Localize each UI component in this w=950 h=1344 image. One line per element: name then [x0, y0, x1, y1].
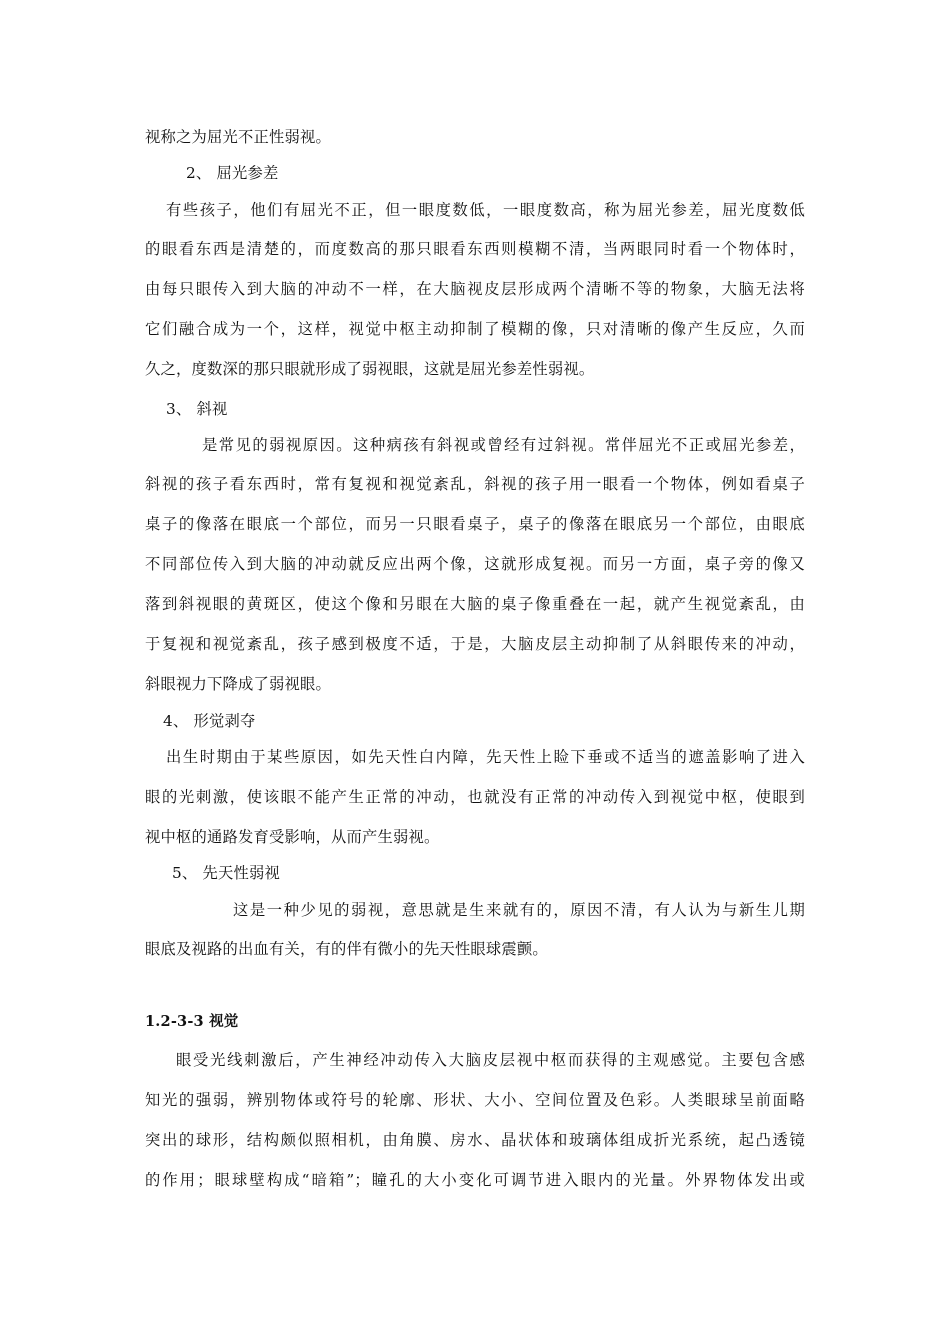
text-line: 这是一种少见的弱视，意思就是生来就有的，原因不清，有人认为与新生儿期 — [233, 901, 805, 919]
text-line: 是常见的弱视原因。这种病孩有斜视或曾经有过斜视。常伴屈光不正或屈光参差， — [202, 436, 805, 454]
section-heading: 3、 斜视 — [166, 400, 228, 418]
text-line: 突出的球形，结构颇似照相机，由角膜、房水、晶状体和玻璃体组成折光系统，起凸透镜 — [145, 1131, 805, 1149]
text-line: 斜眼视力下降成了弱视眼。 — [145, 675, 331, 693]
text-line: 出生时期由于某些原因，如先天性白内障，先天性上睑下垂或不适当的遮盖影响了进入 — [166, 748, 805, 766]
section-heading: 2、 屈光参差 — [186, 164, 279, 182]
section-heading: 5、 先天性弱视 — [172, 864, 280, 882]
text-line: 于复视和视觉紊乱，孩子感到极度不适，于是，大脑皮层主动抑制了从斜眼传来的冲动， — [145, 635, 805, 653]
text-line: 视中枢的通路发育受影响，从而产生弱视。 — [145, 828, 440, 846]
text-line: 视称之为屈光不正性弱视。 — [145, 128, 331, 146]
text-line: 斜视的孩子看东西时，常有复视和视觉紊乱，斜视的孩子用一眼看一个物体，例如看桌子 — [145, 475, 805, 493]
text-line: 由每只眼传入到大脑的冲动不一样，在大脑视皮层形成两个清晰不等的物象，大脑无法将 — [145, 280, 805, 298]
text-line: 桌子的像落在眼底一个部位，而另一只眼看桌子，桌子的像落在眼底另一个部位，由眼底 — [145, 515, 805, 533]
text-line: 的作用；眼球壁构成“暗箱”；瞳孔的大小变化可调节进入眼内的光量。外界物体发出或 — [145, 1171, 805, 1189]
section-heading: 4、 形觉剥夺 — [163, 712, 256, 730]
text-line: 久之，度数深的那只眼就形成了弱视眼，这就是屈光参差性弱视。 — [145, 360, 595, 378]
subsection-title: 1.2-3-3 视觉 — [145, 1013, 239, 1030]
text-line: 眼受光线刺激后，产生神经冲动传入大脑皮层视中枢而获得的主观感觉。主要包含感 — [176, 1051, 805, 1069]
text-line: 它们融合成为一个，这样，视觉中枢主动抑制了模糊的像，只对清晰的像产生反应，久而 — [145, 320, 805, 338]
text-line: 眼底及视路的出血有关，有的伴有微小的先天性眼球震颤。 — [145, 940, 548, 958]
text-line: 落到斜视眼的黄斑区，使这个像和另眼在大脑的桌子像重叠在一起，就产生视觉紊乱，由 — [145, 595, 805, 613]
text-line: 不同部位传入到大脑的冲动就反应出两个像，这就形成复视。而另一方面，桌子旁的像又 — [145, 555, 805, 573]
text-line: 有些孩子，他们有屈光不正，但一眼度数低，一眼度数高，称为屈光参差，屈光度数低 — [166, 201, 805, 219]
text-line: 眼的光刺激，使该眼不能产生正常的冲动，也就没有正常的冲动传入到视觉中枢，使眼到 — [145, 788, 805, 806]
text-line: 的眼看东西是清楚的，而度数高的那只眼看东西则模糊不清，当两眼同时看一个物体时， — [145, 240, 805, 258]
text-line: 知光的强弱，辨别物体或符号的轮廓、形状、大小、空间位置及色彩。人类眼球呈前面略 — [145, 1091, 805, 1109]
